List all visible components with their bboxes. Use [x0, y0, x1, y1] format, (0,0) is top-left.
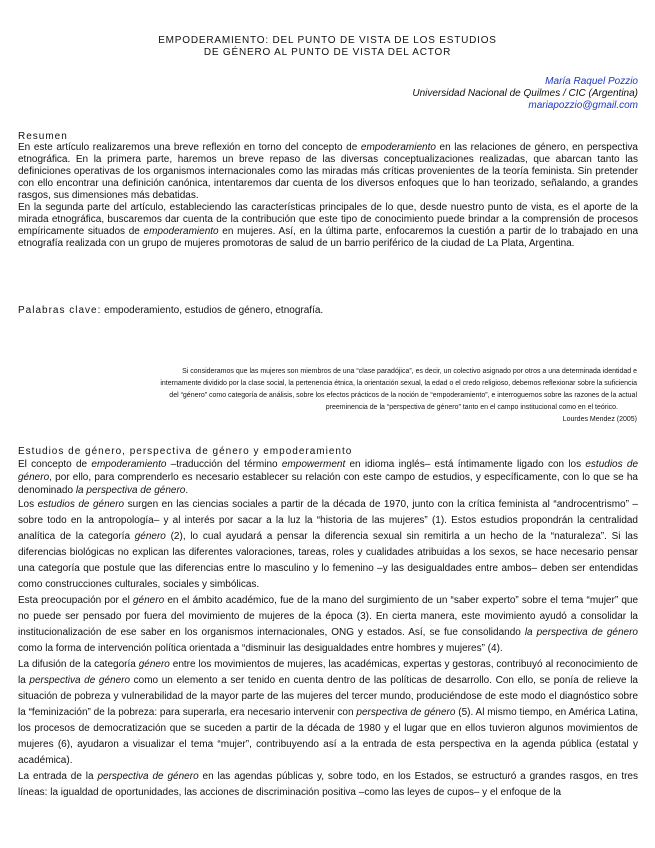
text-run: La difusión de la categoría: [18, 659, 139, 670]
text-run-italic: perspectiva de género: [29, 675, 131, 686]
abstract-heading: Resumen: [18, 131, 68, 142]
text-run: Esta preocupación por el: [18, 595, 133, 606]
text-run: Los: [18, 499, 38, 510]
text-run: El concepto de: [18, 459, 92, 470]
epigraph-line-3: del “género” como categoría de análisis, sobre los efectos prácticos de la noción de “empoderamiento”, e interroguemos sobre las razones de la actual: [169, 392, 637, 399]
keywords-label: Palabras clave:: [18, 305, 102, 316]
text-run: como un elemento a ser tenido en cuenta dentro de las políticas de desarrollo. Con ello, se ponía de relieve la situación de pobreza y vulnerabilidad de la mayor parte de las mujeres del tercer mundo, produciéndose de este modo el diagnóstico sobre la “feminización” de la pobreza: para superarla, era necesario intervenir con: [18, 675, 638, 718]
section-heading: Estudios de género, perspectiva de género y empoderamiento: [18, 446, 353, 457]
text-run: en las agendas públicas y, sobre todo, en los Estados, se estructuró a grandes rasgos, en tres líneas: la igualdad de oportunidades, las acciones de discriminación positiva –como las leyes de cupos– y el enfoque de la: [18, 771, 638, 798]
text-run: –traducción del término: [166, 459, 282, 470]
text-run: como la forma de intervención política orientada a “disminuir las desigualdades entre hombres y mujeres” (4).: [18, 643, 503, 654]
keywords-line: [18, 305, 638, 317]
text-run: En este artículo realizaremos una breve reflexión en torno del concepto de: [18, 142, 361, 153]
text-run-italic: empowerment: [281, 459, 346, 470]
text-run-italic: género: [134, 531, 166, 542]
text-run: en el ámbito académico, fue de la mano del surgimiento de un “saber experto” sobre el tema “mujer” que no puede ser pensado por fuera del movimiento de mujeres de la época (3). En cierta manera, este movimiento ayudó a consolidar la institucionalización de ese saber en los organismos internacionales, ONG y estados. Así, se fue consolidando: [18, 595, 639, 638]
abstract-paragraph-1: [18, 142, 638, 202]
text-run-italic: perspectiva de género: [356, 707, 456, 718]
title-line-2: DE GÉNERO AL PUNTO DE VISTA DEL ACTOR: [203, 47, 452, 58]
epigraph-line-4: preeminencia de la “perspectiva de género” tanto en el campo institucional como en el teórico.: [325, 404, 618, 411]
section-paragraph-3: [18, 593, 638, 657]
section-paragraph-1: [18, 458, 638, 497]
text-run: en idioma inglés– está íntimamente ligado con los: [345, 459, 586, 470]
author-email[interactable]: mariapozzio@gmail.com: [528, 100, 638, 111]
text-run: en mujeres. Así, en la última parte, enfocaremos la cuestión a partir de lo trabajado en una etnografía realizada con un grupo de mujeres promotoras de salud de un barrio periférico de la ciudad de La Plata, Argentina.: [18, 226, 639, 249]
text-run: , por ello, para comprenderlo es necesario establecer su relación con este campo de estudios, y específicamente, con lo que se ha denominado: [18, 472, 638, 496]
author-affiliation: Universidad Nacional de Quilmes / CIC (Argentina): [412, 88, 638, 99]
text-run-italic: la perspectiva de género: [524, 627, 638, 638]
keywords: [18, 305, 638, 317]
epigraph-source: Lourdes Mendez (2005): [562, 416, 637, 423]
abstract-paragraph-2: [18, 202, 638, 250]
text-run: surgen en las ciencias sociales a partir de la década de 1970, junto con la crítica feminista al “androcentrismo” –sobre todo en la antropología– y al interés por sacar a la luz la “historia de las mujeres” (1). Estos estudios propondrán la centralidad analítica de la categoría: [18, 499, 638, 542]
author-name: María Raquel Pozzio: [545, 76, 638, 87]
paper-title: [0, 35, 655, 59]
text-run-italic: género: [133, 595, 165, 606]
text-run-italic: estudios de género: [18, 459, 639, 483]
epigraph: [18, 366, 637, 426]
section-paragraph-5: [18, 769, 638, 801]
text-run: entre los movimientos de mujeres, las académicas, expertas y gestoras, contribuyó al reconocimiento de la: [18, 659, 638, 686]
keywords-text: empoderamiento, estudios de género, etnografía.: [101, 305, 324, 316]
text-run-italic: género: [138, 659, 170, 670]
author-block: [412, 76, 638, 112]
text-run: (2), lo cual ayudará a pensar la diferencia sexual sin remitirla a un hecho de la “naturaleza”. Si las diferencias biológicas no explican las diferentes valoraciones, tareas, roles y cualidades atribuidas a los sexos, se hace necesario pensar una categoría que postule que las diferencias entre lo masculino y lo femenino –y las desigualdades entre ambos– deben ser entendidas como construcciones culturales, sociales y simbólicas.: [18, 531, 638, 590]
text-run: (5). Al mismo tiempo, en América Latina, los procesos de democratización que se suceden a partir de la década de 1980 y el lugar que en ellos tuvieron algunos movimientos de mujeres (6), ayudaron a visualizar el tema “mujer”, contribuyendo así a la entrada de esta perspectiva en la agenda pública (estatal y académica).: [18, 707, 639, 766]
epigraph-line-2: internamente dividido por la clase social, la pertenencia étnica, la orientación sexual, la edad o el credo religioso, debemos reflexionar sobre la suficiencia: [160, 380, 637, 387]
text-run-italic: la perspectiva de género: [75, 485, 186, 496]
text-run: La entrada de la: [18, 771, 98, 782]
text-run: En la segunda parte del artículo, estableciendo las características principales de lo que, desde nuestro punto de vista, es el aporte de la mirada etnográfica, buscaremos dar cuenta de la contribución que este tipo de conocimiento puede brindar a la comprensión de procesos empíricamente situados de: [18, 202, 638, 237]
section-body: [18, 446, 638, 801]
text-run-italic: empoderamiento: [91, 459, 167, 470]
section-paragraph-2: [18, 497, 638, 593]
text-run: en las relaciones de género, en perspectiva etnográfica. En la primera parte, haremos un breve repaso de las diversas conceptualizaciones realizadas, que abarcan tanto las definiciones operativas de los organismos internacionales como las miradas más críticas provenientes de la teoría feminista. Sin pretender con ello encontrar una definición canónica, intentaremos dar cuenta de los diversos enfoques que lo han teorizado, señalando, a grandes rasgos, sus dimensiones más debatidas.: [18, 142, 638, 201]
section-paragraph-4: [18, 657, 638, 769]
abstract: [18, 131, 638, 250]
text-run: .: [185, 485, 189, 496]
text-run-italic: empoderamiento: [143, 226, 219, 237]
text-run-italic: estudios de género: [37, 499, 125, 510]
text-run-italic: perspectiva de género: [97, 771, 199, 782]
title-line-1: EMPODERAMIENTO: DEL PUNTO DE VISTA DE LOS ESTUDIOS: [158, 35, 497, 46]
epigraph-line-1: Si consideramos que las mujeres son miembros de una “clase paradójica”, es decir, un colectivo asignado por otros a una determinada identidad e: [182, 368, 637, 375]
text-run-italic: empoderamiento: [360, 142, 436, 153]
